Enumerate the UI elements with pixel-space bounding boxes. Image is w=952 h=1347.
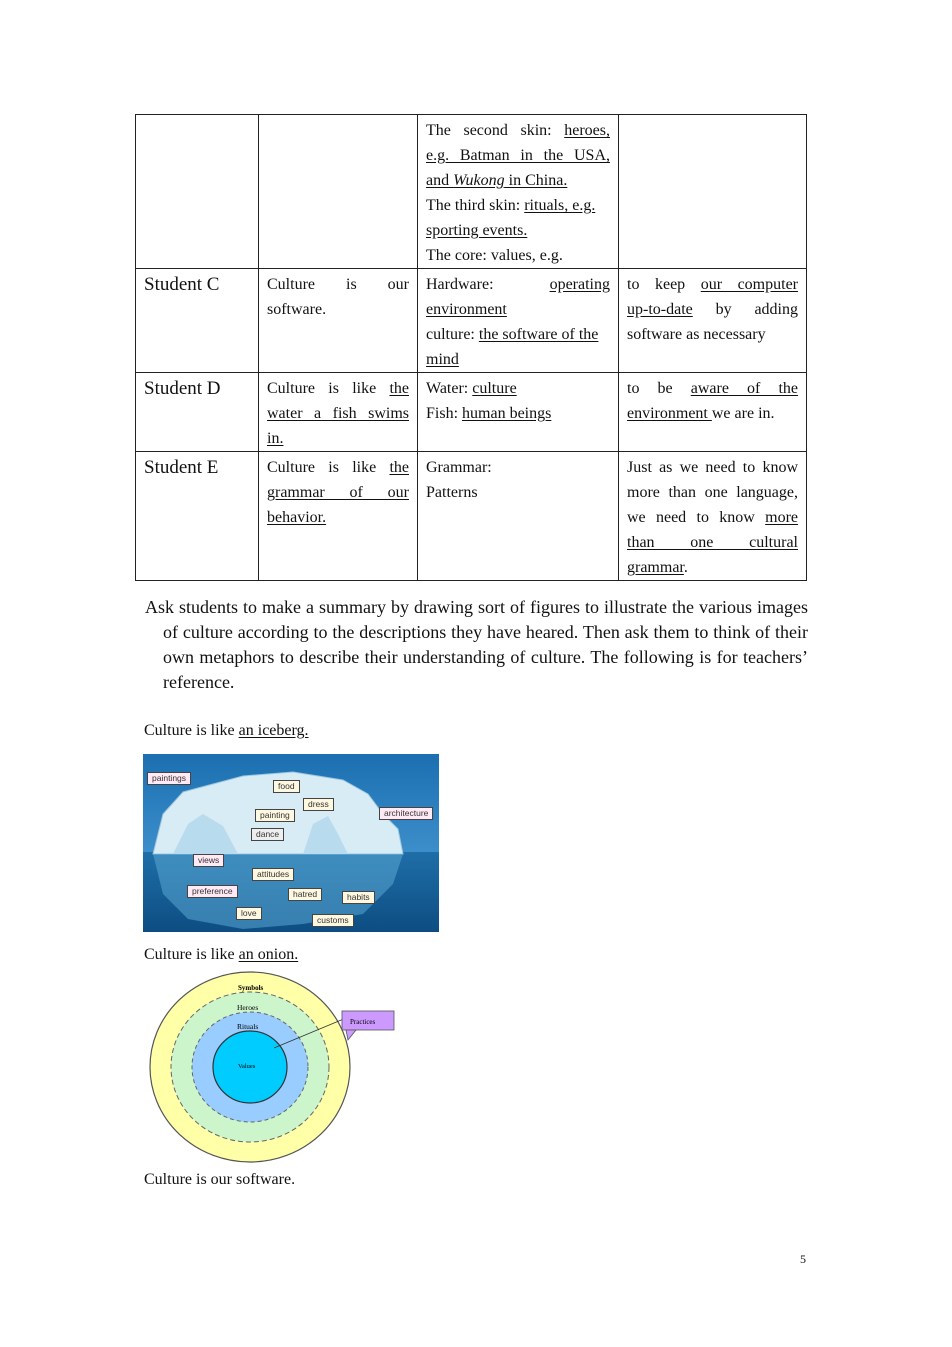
implication-line: more than one language,	[627, 484, 798, 501]
label-architecture: architecture	[379, 807, 433, 820]
implication-line: to be aware of the	[627, 380, 799, 397]
rituals-example-line: sporting events.	[426, 222, 528, 239]
practices-label: Practices	[350, 1018, 376, 1026]
culture-metaphor-table	[135, 114, 807, 581]
implication-cell	[619, 452, 807, 581]
label-dress: dress	[303, 798, 334, 811]
implication-cell	[619, 269, 807, 373]
metaphor-line: in.	[267, 430, 284, 447]
label-preference: preference	[187, 885, 238, 898]
metaphor-cell	[259, 452, 418, 581]
instruction-paragraph	[145, 595, 808, 695]
onion-diagram	[146, 968, 398, 1168]
student-name: Student D	[136, 373, 259, 452]
software-caption: Culture is our software.	[144, 1171, 296, 1188]
metaphor-line: water a fish swims	[267, 405, 409, 422]
table-row	[136, 373, 807, 452]
label-food: food	[273, 780, 300, 793]
water-line: Water: culture	[426, 380, 517, 397]
implication-line: we need to know more	[627, 509, 798, 526]
table-row	[136, 269, 807, 373]
metaphor-line: Culture is like the	[267, 380, 409, 397]
student-name: Student C	[136, 269, 259, 373]
metaphor-cell	[259, 373, 418, 452]
table-cell	[136, 115, 259, 269]
label-habits: habits	[342, 891, 375, 904]
implication-cell	[619, 373, 807, 452]
values-label: Values	[238, 1063, 256, 1070]
table-cell	[619, 115, 807, 269]
patterns-line: Patterns	[426, 484, 478, 501]
metaphor-line: Culture is like the	[267, 459, 409, 476]
table-cell	[259, 115, 418, 269]
label-painting: painting	[255, 809, 295, 822]
metaphor-cell: Culture is our software.	[259, 269, 418, 373]
heroes-example-line-2: and Wukong in China.	[426, 172, 568, 189]
hardware-value: environment	[426, 301, 507, 318]
symbols-label: Symbols	[238, 984, 264, 992]
grammar-line: Grammar:	[426, 459, 492, 476]
implication-line: than one cultural	[627, 534, 798, 551]
label-views: views	[193, 854, 224, 867]
label-love: love	[236, 907, 262, 920]
elements-cell	[418, 373, 619, 452]
iceberg-caption: Culture is like an iceberg.	[144, 722, 309, 739]
table-cell	[418, 115, 619, 269]
heroes-label: Heroes	[237, 1003, 259, 1012]
label-attitudes: attitudes	[252, 868, 294, 881]
core-line: The core: values, e.g.	[426, 247, 563, 264]
elements-cell	[418, 452, 619, 581]
label-customs: customs	[312, 914, 354, 927]
implication-line: to keep our computer	[627, 276, 798, 293]
fish-line: Fish: human beings	[426, 405, 552, 422]
implication-line: grammar.	[627, 559, 688, 576]
metaphor-line: grammar of our	[267, 484, 409, 501]
metaphor-line: behavior.	[267, 509, 327, 526]
implication-line: Just as we need to know	[627, 459, 798, 476]
culture-value: mind	[426, 351, 459, 368]
label-dance: dance	[251, 828, 284, 841]
onion-caption: Culture is like an onion.	[144, 946, 299, 963]
iceberg-figure	[143, 754, 439, 932]
student-name: Student E	[136, 452, 259, 581]
implication-line: software as necessary	[627, 326, 766, 343]
heroes-line: The second skin: heroes,	[426, 122, 610, 139]
heroes-example-line: e.g. Batman in the USA,	[426, 147, 610, 164]
culture-line: culture: the software of the	[426, 326, 599, 343]
page-number: 5	[800, 1252, 806, 1266]
elements-cell	[418, 269, 619, 373]
rituals-line: The third skin: rituals, e.g.	[426, 197, 596, 214]
instruction-text: Ask students to make a summary by drawing sort of figures to illustrate the various images of culture according to the descriptions they have heared. Then ask them to think of their own metaphors to describe their understanding of culture. The following is for teachers’ reference.	[145, 597, 808, 692]
label-hatred: hatred	[288, 888, 322, 901]
implication-line: up-to-date by adding	[627, 301, 798, 318]
label-paintings: paintings	[147, 772, 191, 785]
table-row	[136, 115, 807, 269]
table-row	[136, 452, 807, 581]
implication-line: environment we are in.	[627, 405, 775, 422]
rituals-label: Rituals	[237, 1022, 259, 1031]
hardware-line: Hardware: operating	[426, 276, 610, 293]
